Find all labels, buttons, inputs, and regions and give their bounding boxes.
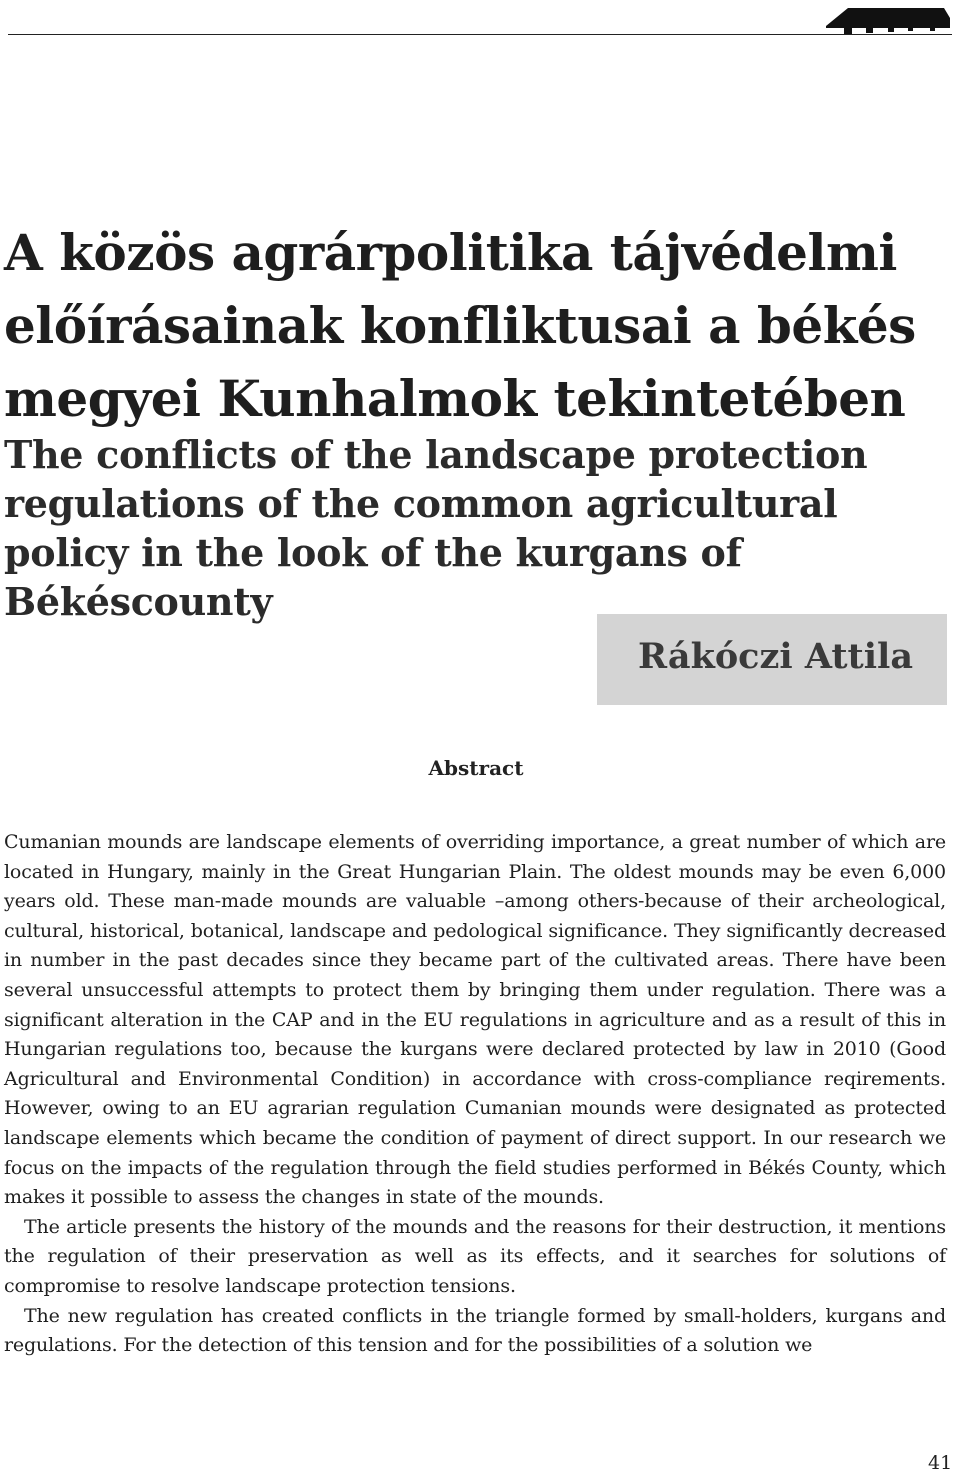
title-hungarian: A közös agrárpolitika tájvédelmi előírásainak konfliktusai a békés megyei Kunhalmok tekintetében [4,223,916,428]
abstract-body [4,828,946,1361]
author-box [597,614,947,705]
header-rule [8,34,952,35]
abstract-paragraph: Cumanian mounds are landscape elements of overriding importance, a great number of which are located in Hungary, mainly in the Great Hungarian Plain. The oldest mounds may be even 6,000 years old. These man-made mounds are valuable –among others-because of their archeological, cultural, historical, botanical, landscape and pedological significance. They significantly decreased in number in the past decades since they became part of the cultivated areas. There have been several unsuccessful attempts to protect them by bringing them under regulation. There was a significant alteration in the CAP and in the EU regulations in agriculture and as a result of this in Hungarian regulations too, because the kurgans were declared protected by law in 2010 (Good Agricultural and Environmental Condition) in accordance with cross-compliance reqirements. However, owing to an EU agrarian regulation Cumanian mounds were designated as protected landscape elements which became the condition of payment of direct support. In our research we focus on the impacts of the regulation through the field studies performed in Békés County, which makes it possible to assess the changes in state of the mounds. [4,831,946,1209]
page-number: 41 [928,1452,953,1474]
barn-icon [826,2,950,36]
abstract-paragraph: The new regulation has created conflicts in the triangle formed by small-holders, kurgans and regulations. For the detection of this tension and for the possibilities of a solution we [4,1304,946,1357]
abstract-heading: Abstract [428,756,524,780]
abstract-paragraph: The article presents the history of the mounds and the reasons for their destruction, it mentions the regulation of their preservation as well as its effects, and it searches for solutions of compromise to resolve landscape protection tensions. [4,1215,946,1297]
author-name: Rákóczi Attila [638,636,913,677]
title-english: The conflicts of the landscape protection regulations of the common agricultural policy in the look of the kurgans of Békéscounty [4,432,868,624]
